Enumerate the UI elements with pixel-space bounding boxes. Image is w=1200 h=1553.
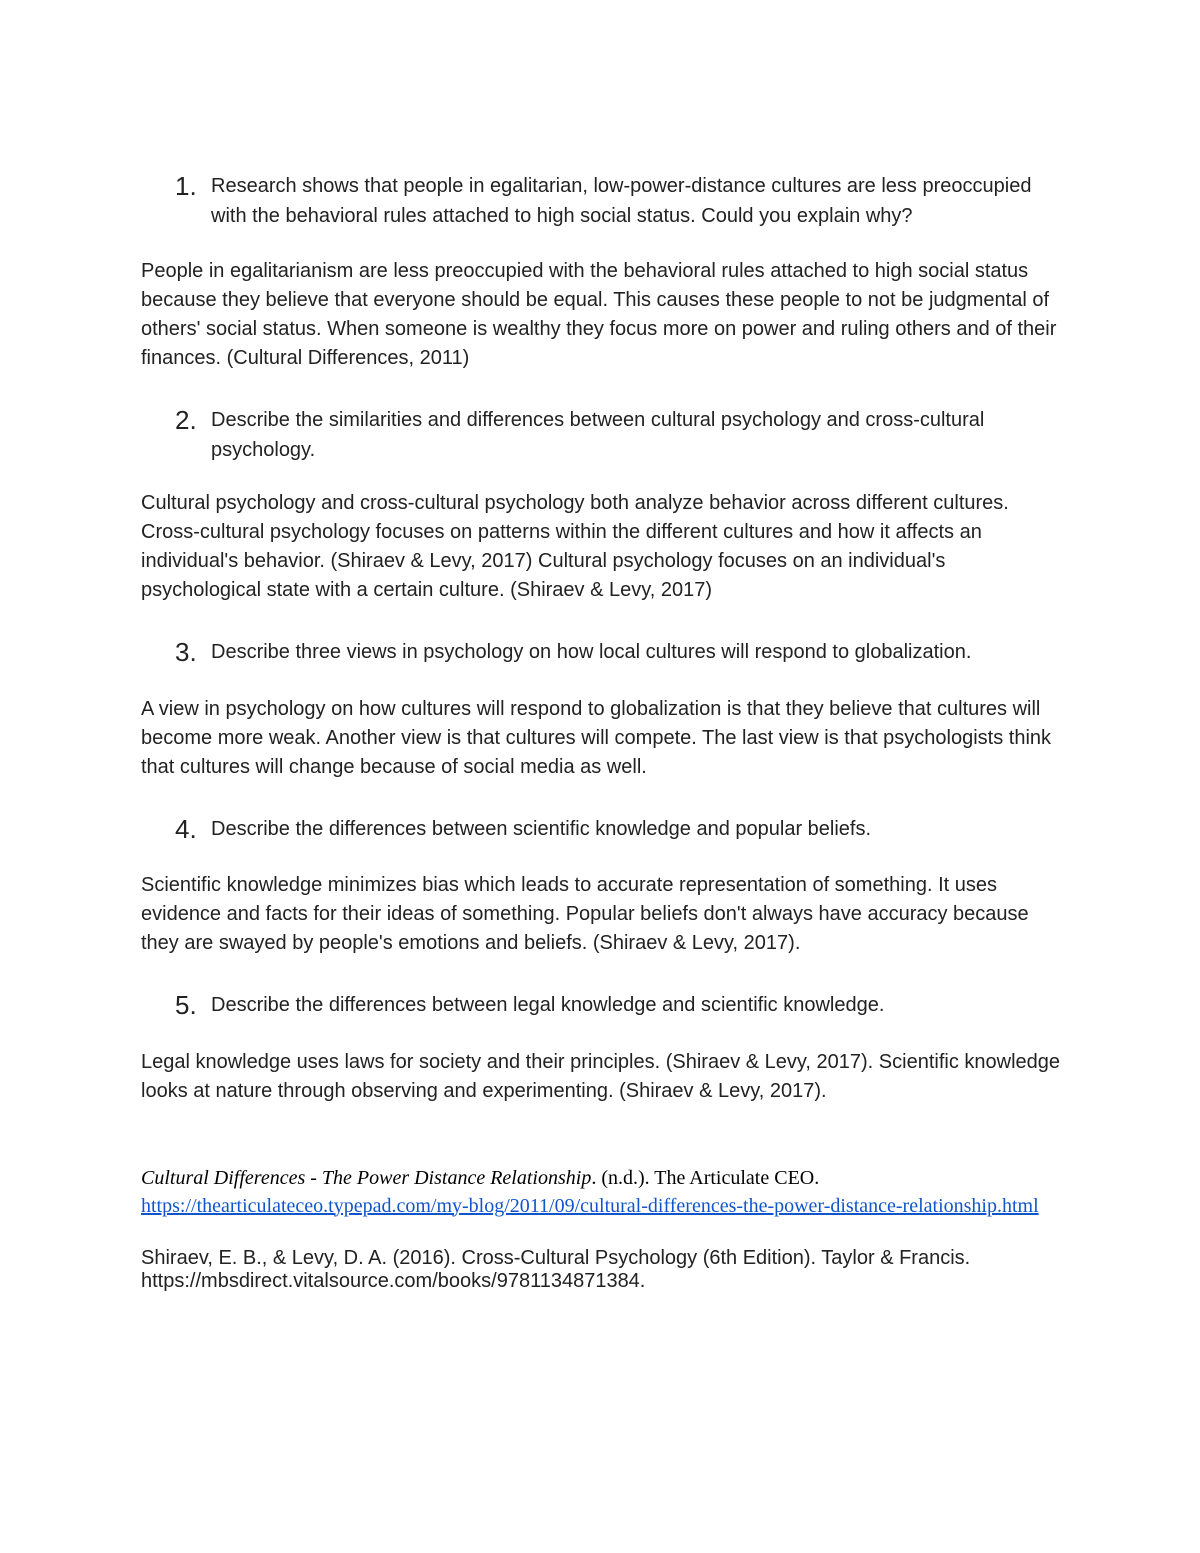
- question-text: Describe the similarities and differences between cultural psychology and cross-cultural psychology.: [211, 409, 985, 461]
- reference-1-title: Cultural Differences - The Power Distance Relationship: [141, 1166, 592, 1189]
- question-text: Describe three views in psychology on how local cultures will respond to globalization.: [211, 641, 972, 663]
- question-1: [175, 172, 1061, 231]
- question-number: 3.: [175, 637, 197, 667]
- reference-1: [141, 1164, 1061, 1220]
- reference-1-source: . (n.d.). The Articulate CEO.: [591, 1166, 820, 1189]
- question-2: [175, 406, 1061, 465]
- question-number: 2.: [175, 405, 197, 435]
- question-text: Describe the differences between legal knowledge and scientific knowledge.: [211, 994, 885, 1016]
- question-number: 5.: [175, 990, 197, 1020]
- question-3: [175, 638, 1061, 668]
- reference-1-link[interactable]: https://thearticulateceo.typepad.com/my-blog/2011/09/cultural-differences-the-power-distance-relationship.html: [141, 1194, 1039, 1217]
- answer-2: Cultural psychology and cross-cultural psychology both analyze behavior across different cultures. Cross-cultural psychology focuses on patterns within the different cultures and how it affects an individual's behavior. (Shiraev & Levy, 2017) Cultural psychology focuses on an individual's psychological state with a certain culture. (Shiraev & Levy, 2017): [141, 492, 1009, 601]
- question-5: [175, 991, 1061, 1021]
- question-number: 1.: [175, 171, 197, 201]
- question-text: Research shows that people in egalitarian, low-power-distance cultures are less preoccupied with the behavioral rules attached to high social status. Could you explain why?: [211, 175, 1032, 227]
- answer-4: Scientific knowledge minimizes bias which leads to accurate representation of something. It uses evidence and facts for their ideas of something. Popular beliefs don't always have accuracy because they are swayed by people's emotions and beliefs. (Shiraev & Levy, 2017).: [141, 874, 1029, 954]
- question-number: 4.: [175, 813, 197, 844]
- question-4: [175, 815, 1061, 845]
- answer-5: Legal knowledge uses laws for society and their principles. (Shiraev & Levy, 2017). Scientific knowledge looks at nature through observing and experimenting. (Shiraev & Levy, 2017).: [141, 1050, 1061, 1102]
- reference-2: Shiraev, E. B., & Levy, D. A. (2016). Cross-Cultural Psychology (6th Edition). Taylor & Francis. https://mbsdirect.vitalsource.com/books/9781134871384.: [141, 1246, 971, 1292]
- question-text: Describe the differences between scientific knowledge and popular beliefs.: [211, 817, 872, 840]
- answer-3: A view in psychology on how cultures will respond to globalization is that they believe that cultures will become more weak. Another view is that cultures will compete. The last view is that psychologists think that cultures will change because of social media as well.: [141, 697, 1052, 778]
- answer-1: People in egalitarianism are less preoccupied with the behavioral rules attached to high social status because they believe that everyone should be equal. This causes these people to not be judgmental of others' social status. When someone is wealthy they focus more on power and ruling others and of their finances. (Cultural Differences, 2011): [141, 260, 1057, 369]
- document-content: [141, 172, 1061, 1293]
